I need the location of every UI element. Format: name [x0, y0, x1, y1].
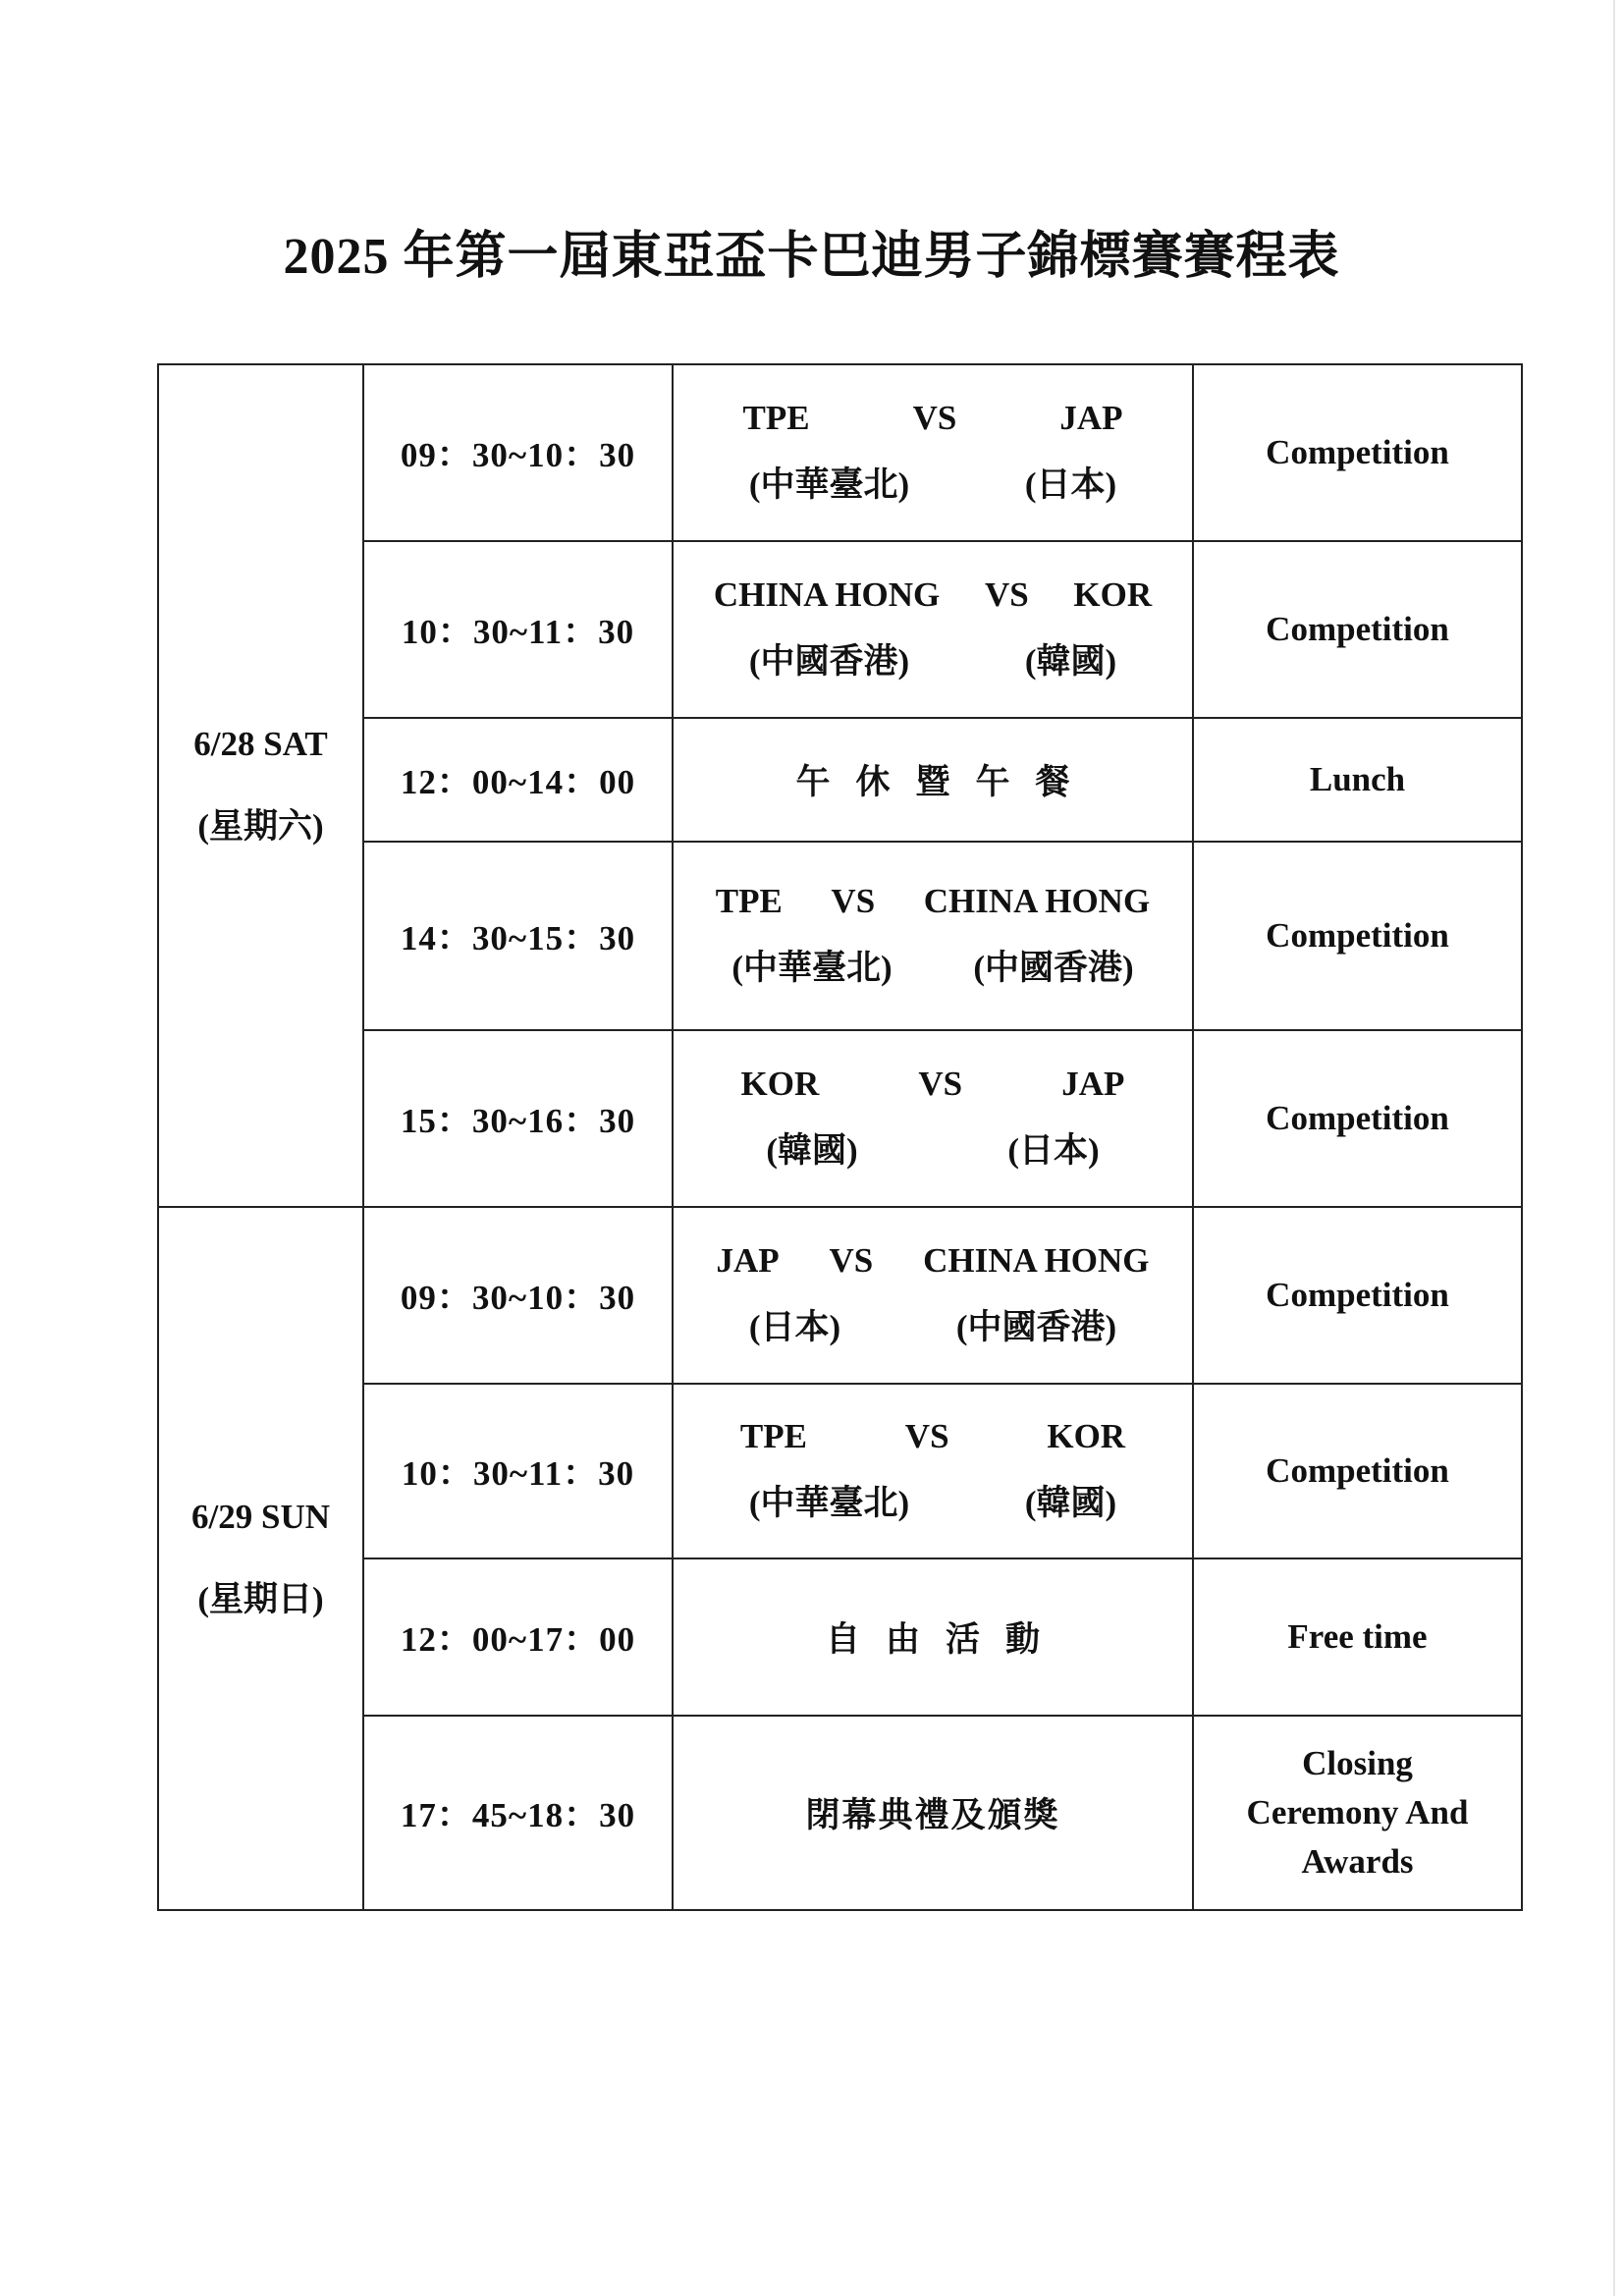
schedule-table — [157, 363, 1523, 1911]
match-cell — [673, 842, 1193, 1030]
team1-local-name: (中華臺北) — [731, 949, 893, 987]
table-row — [158, 1558, 1522, 1716]
team2-local-name: (中國香港) — [955, 1308, 1117, 1346]
date-cell — [158, 364, 363, 1207]
team2-code: JAP — [1059, 399, 1123, 437]
time-cell: 10：30~11：30 — [363, 1384, 673, 1558]
time-cell: 15：30~16：30 — [363, 1030, 673, 1207]
team2-local-name: (日本) — [1007, 1131, 1100, 1170]
activity-cell — [673, 1558, 1193, 1716]
session-type: Competition — [1193, 1030, 1522, 1207]
session-type: Competition — [1193, 1207, 1522, 1384]
session-type: Competition — [1193, 1384, 1522, 1558]
date-cell — [158, 1207, 363, 1910]
date-label: 6/28 SAT — [193, 725, 328, 763]
weekday-label: (星期六) — [197, 807, 324, 846]
match-cell — [673, 1207, 1193, 1384]
time-cell: 12：00~14：00 — [363, 718, 673, 842]
time-cell: 09：30~10：30 — [363, 1207, 673, 1384]
activity-label: 自由活動 — [825, 1620, 1065, 1659]
team2-local-name: (日本) — [1024, 465, 1117, 504]
table-row — [158, 1030, 1522, 1207]
table-row — [158, 718, 1522, 842]
team1-code: KOR — [740, 1065, 820, 1103]
table-row — [158, 842, 1522, 1030]
team2-local-name: (韓國) — [1024, 642, 1117, 681]
vs-label: VS — [831, 882, 876, 920]
session-type: Competition — [1193, 541, 1522, 718]
team2-code: KOR — [1047, 1417, 1126, 1455]
session-type: Lunch — [1193, 718, 1522, 842]
team1-code: JAP — [716, 1241, 780, 1280]
page-edge-line — [1613, 0, 1615, 2296]
vs-label: VS — [918, 1065, 963, 1103]
team1-code: TPE — [742, 399, 810, 437]
weekday-label: (星期日) — [197, 1580, 324, 1618]
team2-local-name: (中國香港) — [973, 949, 1134, 987]
team1-code: CHINA HONG — [713, 575, 941, 614]
table-row — [158, 364, 1522, 541]
team2-code: KOR — [1073, 575, 1153, 614]
time-cell: 12：00~17：00 — [363, 1558, 673, 1716]
activity-label: 閉幕典禮及頒獎 — [805, 1796, 1060, 1834]
table-row — [158, 541, 1522, 718]
time-cell: 14：30~15：30 — [363, 842, 673, 1030]
match-cell — [673, 364, 1193, 541]
time-cell: 10：30~11：30 — [363, 541, 673, 718]
date-label: 6/29 SUN — [191, 1498, 330, 1536]
team2-local-name: (韓國) — [1024, 1484, 1117, 1522]
match-cell — [673, 1384, 1193, 1558]
table-row — [158, 1207, 1522, 1384]
time-cell: 17：45~18：30 — [363, 1716, 673, 1910]
team2-code: JAP — [1061, 1065, 1125, 1103]
table-row — [158, 1716, 1522, 1910]
activity-cell — [673, 1716, 1193, 1910]
page-title: 2025 年第一屆東亞盃卡巴迪男子錦標賽賽程表 — [283, 229, 1340, 285]
match-cell — [673, 541, 1193, 718]
team1-code: TPE — [715, 882, 783, 920]
team1-local-name: (中華臺北) — [748, 465, 910, 504]
vs-label: VS — [904, 1417, 949, 1455]
activity-cell — [673, 718, 1193, 842]
team2-code: CHINA HONG — [923, 1241, 1150, 1280]
session-type: Free time — [1193, 1558, 1522, 1716]
table-row — [158, 1384, 1522, 1558]
team1-code: TPE — [739, 1417, 807, 1455]
team1-local-name: (中國香港) — [748, 642, 910, 681]
vs-label: VS — [912, 399, 957, 437]
session-type: Closing Ceremony And Awards — [1193, 1716, 1522, 1910]
session-type: Competition — [1193, 842, 1522, 1030]
team1-local-name: (韓國) — [766, 1131, 858, 1170]
match-cell — [673, 1030, 1193, 1207]
vs-label: VS — [829, 1241, 874, 1280]
activity-label: 午休暨午餐 — [795, 763, 1096, 801]
team2-code: CHINA HONG — [923, 882, 1151, 920]
vs-label: VS — [984, 575, 1029, 614]
session-type: Competition — [1193, 364, 1522, 541]
team1-local-name: (日本) — [748, 1308, 841, 1346]
time-cell: 09：30~10：30 — [363, 364, 673, 541]
team1-local-name: (中華臺北) — [748, 1484, 910, 1522]
